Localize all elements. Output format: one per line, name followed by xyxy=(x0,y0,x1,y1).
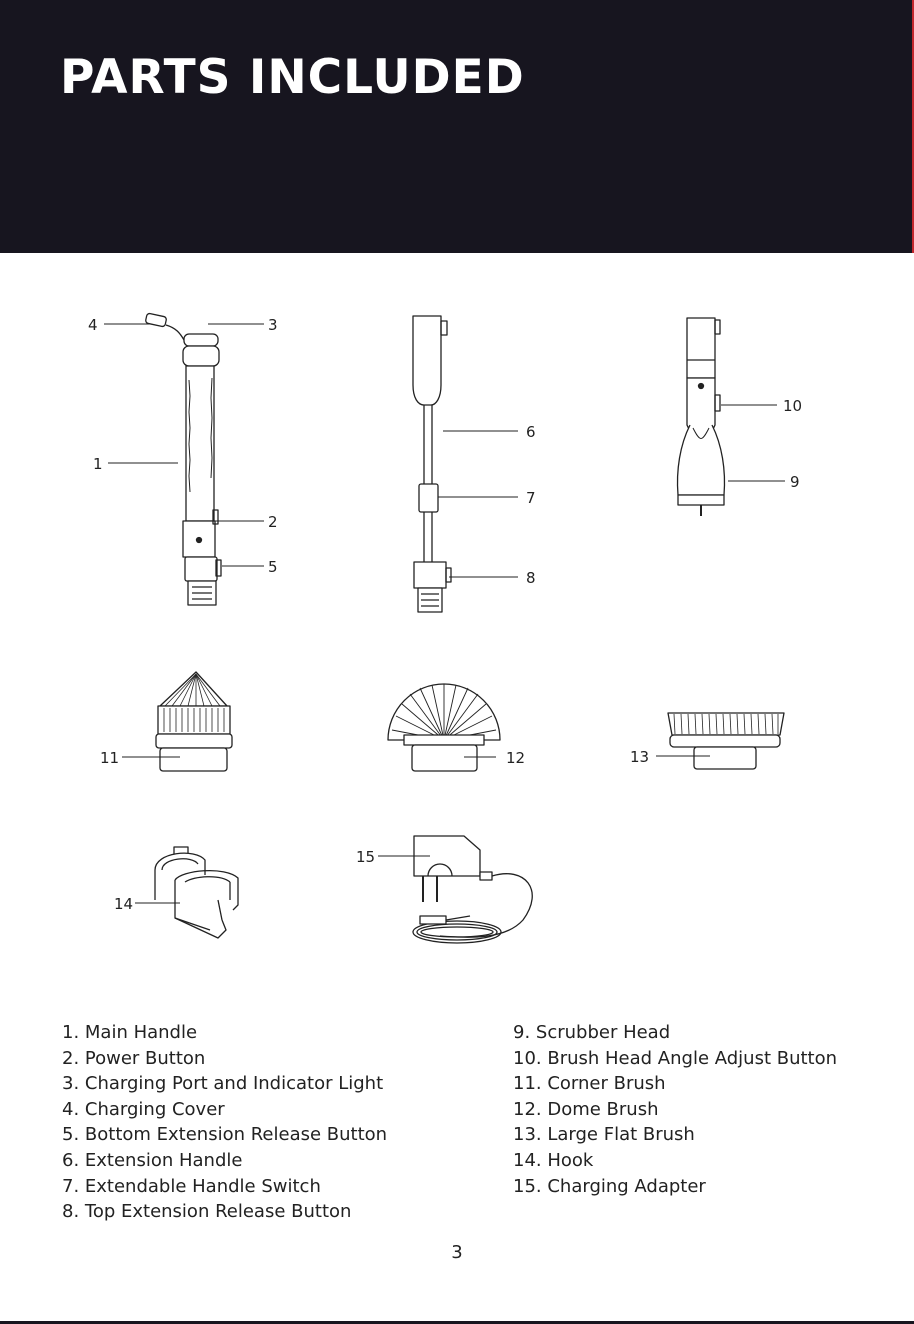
legend-item: 7. Extendable Handle Switch xyxy=(62,1175,321,1197)
parts-legend-left xyxy=(62,1020,387,1225)
legend-item: 13. Large Flat Brush xyxy=(513,1124,695,1146)
legend-item: 6. Extension Handle xyxy=(62,1149,243,1171)
main-handle-illustration xyxy=(145,313,221,605)
flat-brush-illustration xyxy=(668,713,784,769)
callout-8: 8 xyxy=(526,569,536,587)
parts-diagram xyxy=(0,253,914,1013)
callout-10: 10 xyxy=(783,397,803,415)
legend-item: 9. Scrubber Head xyxy=(513,1022,671,1043)
legend-item: 15. Charging Adapter xyxy=(513,1175,706,1197)
hook-illustration xyxy=(155,847,238,938)
callout-15: 15 xyxy=(356,848,376,866)
legend-item: 14. Hook xyxy=(513,1149,594,1171)
header-banner xyxy=(0,0,914,253)
callout-5: 5 xyxy=(268,558,278,576)
legend-item: 10. Brush Head Angle Adjust Button xyxy=(513,1047,838,1069)
page-title: PARTS INCLUDED xyxy=(60,50,525,105)
callout-2: 2 xyxy=(268,513,278,531)
legend-item: 5. Bottom Extension Release Button xyxy=(62,1124,388,1146)
callout-3: 3 xyxy=(268,316,278,334)
legend-item: 3. Charging Port and Indicator Light xyxy=(62,1073,384,1095)
legend-item: 8. Top Extension Release Button xyxy=(62,1201,352,1223)
callout-14: 14 xyxy=(114,895,134,913)
legend-item: 12. Dome Brush xyxy=(513,1098,659,1120)
dome-brush-illustration xyxy=(388,684,500,771)
callout-6: 6 xyxy=(526,423,536,441)
extension-handle-illustration xyxy=(413,316,451,612)
callout-4: 4 xyxy=(88,316,98,334)
parts-legend-right xyxy=(513,1020,837,1199)
legend-item: 1. Main Handle xyxy=(62,1022,198,1043)
scrubber-head-illustration xyxy=(678,318,725,516)
callout-12: 12 xyxy=(506,749,526,767)
charging-adapter-illustration xyxy=(413,836,532,943)
callout-1: 1 xyxy=(93,455,103,473)
page-number: 3 xyxy=(451,1242,463,1263)
corner-brush-illustration xyxy=(156,672,232,771)
legend-item: 4. Charging Cover xyxy=(62,1098,225,1120)
callout-13: 13 xyxy=(630,748,650,766)
legend-item: 11. Corner Brush xyxy=(513,1073,666,1095)
callout-7: 7 xyxy=(526,489,536,507)
callout-9: 9 xyxy=(790,473,800,491)
callout-11: 11 xyxy=(100,749,120,767)
legend-item: 2. Power Button xyxy=(62,1047,206,1069)
